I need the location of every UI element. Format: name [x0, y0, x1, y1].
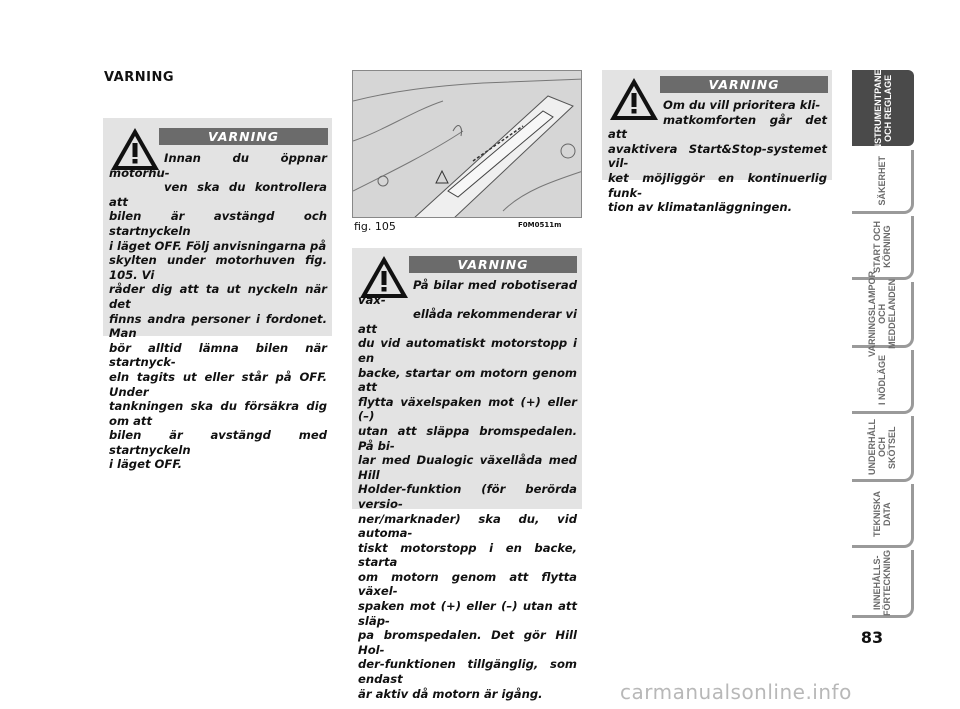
tab-sakerhet[interactable]	[852, 150, 914, 214]
text-line: finns andra personer i fordonet. Man	[109, 311, 327, 341]
text-line: bör alltid lämna bilen när startnyck-	[109, 340, 327, 370]
figure-caption: fig. 105	[354, 220, 396, 233]
text-line: der-funktionen tillgänglig, som endast	[358, 657, 577, 687]
engine-bay-illustration	[353, 71, 582, 218]
text-line: flytta växelspaken mot (+) eller (–)	[358, 394, 577, 424]
tab-varningslampor[interactable]	[852, 270, 914, 357]
text-line: ellåda rekommenderar vi att	[358, 307, 577, 336]
warning-box-climate	[602, 70, 832, 215]
text-line: lar med Dualogic växellåda med Hill	[358, 453, 577, 482]
text-line: bilen är avstängd och startnyckeln	[109, 209, 327, 238]
tab-underhall[interactable]	[852, 416, 914, 482]
tab-tekniska-data[interactable]	[852, 484, 914, 548]
tab-label: UNDERHÅLL OCH SKÖTSEL	[866, 419, 897, 476]
page-number: 83	[860, 628, 884, 647]
tab-label: I NÖDLÄGE	[876, 355, 887, 406]
warning-title: VARNING	[409, 256, 577, 273]
tab-instrumentpanel[interactable]	[852, 63, 914, 153]
text-line: skylten under motorhuven fig. 105. Vi	[109, 253, 327, 282]
watermark: carmanualsonline.info	[620, 680, 852, 704]
text-line: i läget OFF.	[109, 457, 183, 472]
text-line: avaktivera Start&Stop-systemet vil-	[608, 141, 827, 171]
tab-label: TEKNISKA DATA	[871, 491, 892, 538]
text-line: tion av klimatanläggningen.	[608, 200, 793, 215]
warning-box-hood	[103, 118, 332, 472]
text-line: bilen är avstängd med startnyckeln	[109, 428, 327, 457]
tab-label: START OCH KÖRNING	[871, 220, 892, 273]
warning-title: VARNING	[660, 76, 828, 93]
section-heading: VARNING	[104, 70, 175, 85]
text-line: eln tagits ut eller står på OFF. Under	[109, 369, 327, 399]
text-line: tankningen ska du försäkra dig om att	[109, 399, 327, 428]
text-line: ner/marknader) ska du, vid automa-	[358, 511, 577, 541]
warning-text	[109, 151, 327, 472]
text-line: På bilar med robotiserad väx-	[358, 278, 577, 307]
text-line: råder dig att ta ut nyckeln när det	[109, 282, 327, 311]
text-line: du vid automatiskt motorstopp i en	[358, 336, 577, 365]
text-line: tiskt motorstopp i en backe, starta	[358, 540, 577, 570]
text-line: Om du vill prioritera kli-	[663, 98, 821, 112]
text-line: backe, startar om motorn genom att	[358, 365, 577, 395]
text-line: om motorn genom att flytta växel-	[358, 569, 577, 599]
tab-label: INNEHÅLLS- FÖRTECKNING	[871, 549, 892, 616]
warning-text	[358, 278, 577, 701]
tab-label: VARNINGSLAMPOR OCH MEDDELANDEN	[866, 270, 897, 357]
text-line: är aktiv då motorn är igång.	[358, 686, 543, 701]
text-line: matkomforten går det att	[608, 112, 827, 142]
text-line: ven ska du kontrollera att	[109, 180, 327, 209]
text-line: ket möjliggör en kontinuerlig funk-	[608, 170, 827, 200]
text-line: Holder-funktion (för berörda versio-	[358, 482, 577, 511]
text-line: spaken mot (+) eller (–) utan att släp-	[358, 599, 577, 628]
engine-bay-figure	[352, 70, 582, 218]
text-line: Innan du öppnar motorhu-	[109, 151, 327, 180]
tab-innehallsforteckning[interactable]	[852, 550, 914, 618]
warning-title: VARNING	[159, 128, 328, 145]
figure-code: F0M0511m	[518, 221, 562, 229]
tab-label: SÄKERHET	[876, 155, 887, 206]
warning-text	[608, 98, 827, 215]
text-line: pa bromspedalen. Det gör Hill Hol-	[358, 628, 577, 657]
tab-label: INSTRUMENTPANEL OCH REGLAGE	[873, 63, 893, 153]
warning-box-robotised-gearbox	[352, 248, 582, 701]
text-line: utan att släppa bromspedalen. På bi-	[358, 423, 577, 453]
tab-i-nodlage[interactable]	[852, 350, 914, 414]
text-line: i läget OFF. Följ anvisningarna på	[109, 238, 327, 253]
